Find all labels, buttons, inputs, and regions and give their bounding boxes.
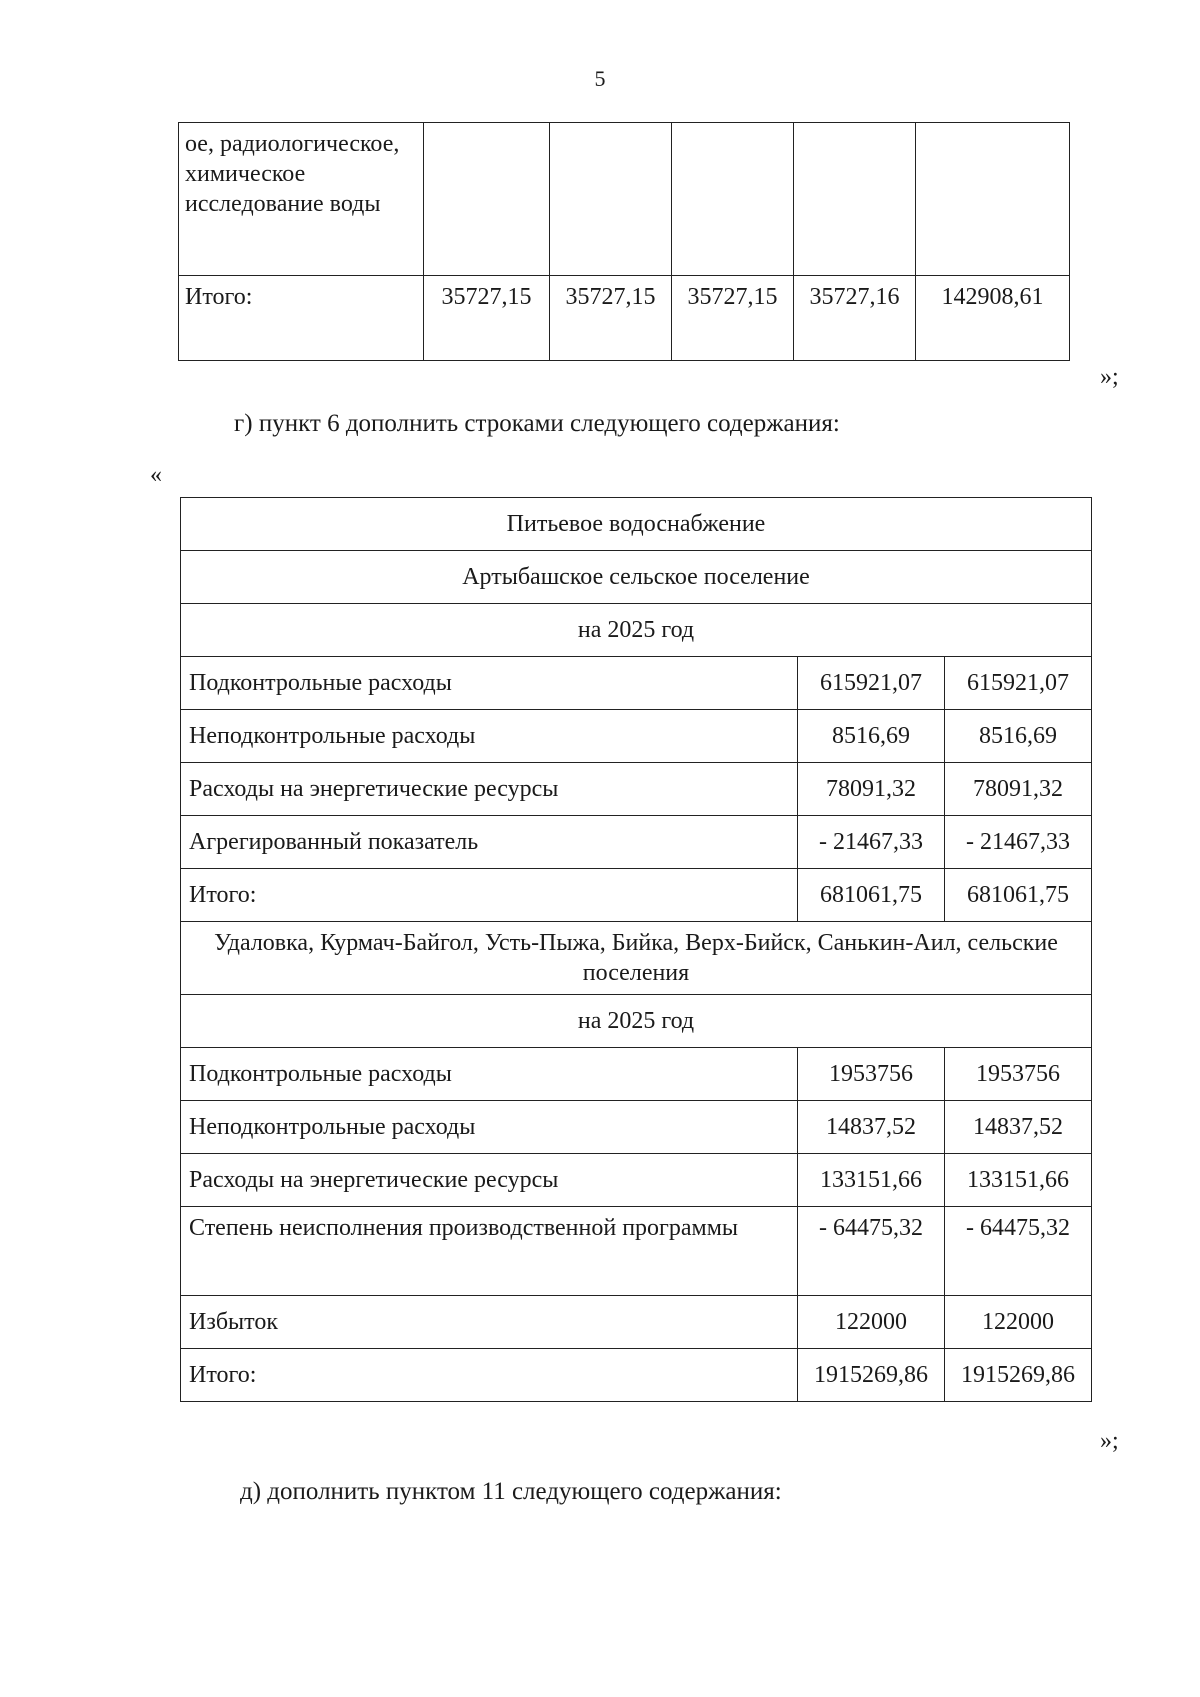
table-row: [181, 498, 1092, 551]
row-value: 14837,52: [945, 1101, 1092, 1154]
row-value: - 64475,32: [798, 1207, 945, 1296]
table-row: [181, 995, 1092, 1048]
row-value: - 21467,33: [798, 816, 945, 869]
table-row: [181, 710, 1092, 763]
row-label: Итого:: [181, 869, 798, 922]
row-value: 122000: [798, 1296, 945, 1349]
row-value: 1953756: [798, 1048, 945, 1101]
description-cell: ое, радиологическое, химическое исследование воды: [179, 123, 424, 276]
water-supply-table: [180, 497, 1092, 1402]
row-label: Агрегированный показатель: [181, 816, 798, 869]
row-label: Неподконтрольные расходы: [181, 1101, 798, 1154]
table-row: [181, 1154, 1092, 1207]
table-title: Питьевое водоснабжение: [181, 498, 1092, 551]
section-year: на 2025 год: [181, 604, 1092, 657]
table-row: [181, 763, 1092, 816]
table-row: [181, 922, 1092, 995]
table-row-total: [179, 276, 1070, 361]
row-label: Подконтрольные расходы: [181, 657, 798, 710]
table-row: [181, 551, 1092, 604]
row-label: Избыток: [181, 1296, 798, 1349]
closing-quote: »;: [1100, 364, 1119, 390]
row-value: 1915269,86: [798, 1349, 945, 1402]
total-value-5: 142908,61: [916, 276, 1070, 361]
row-value: 1953756: [945, 1048, 1092, 1101]
row-label: Степень неисполнения производственной программы: [181, 1207, 798, 1296]
row-value: 78091,32: [945, 763, 1092, 816]
row-value: 615921,07: [945, 657, 1092, 710]
table-row: [181, 1207, 1092, 1296]
row-label: Подконтрольные расходы: [181, 1048, 798, 1101]
row-value: - 64475,32: [945, 1207, 1092, 1296]
table-row: [181, 816, 1092, 869]
closing-quote: »;: [1100, 1428, 1119, 1454]
page-number: 5: [594, 66, 606, 91]
row-label: Расходы на энергетические ресурсы: [181, 1154, 798, 1207]
table-row: [181, 1101, 1092, 1154]
total-value-2: 35727,15: [550, 276, 672, 361]
section-year: на 2025 год: [181, 995, 1092, 1048]
row-value: 8516,69: [798, 710, 945, 763]
row-value: 1915269,86: [945, 1349, 1092, 1402]
total-value-1: 35727,15: [424, 276, 550, 361]
total-label: Итого:: [179, 276, 424, 361]
table-row: [181, 604, 1092, 657]
row-label: Расходы на энергетические ресурсы: [181, 763, 798, 816]
table-row: [181, 1296, 1092, 1349]
row-label: Итого:: [181, 1349, 798, 1402]
row-value: 133151,66: [798, 1154, 945, 1207]
table-row: [181, 657, 1092, 710]
table-row: [179, 123, 1070, 276]
row-value: 681061,75: [798, 869, 945, 922]
opening-quote: «: [150, 462, 162, 488]
row-value: - 21467,33: [945, 816, 1092, 869]
row-value: 14837,52: [798, 1101, 945, 1154]
paragraph-g: г) пункт 6 дополнить строками следующего содержания:: [234, 410, 840, 437]
table-row-total: [181, 869, 1092, 922]
paragraph-d: д) дополнить пунктом 11 следующего содержания:: [240, 1478, 782, 1505]
section-name: Артыбашское сельское поселение: [181, 551, 1092, 604]
row-value: 122000: [945, 1296, 1092, 1349]
row-value: 615921,07: [798, 657, 945, 710]
row-value: 681061,75: [945, 869, 1092, 922]
top-table: [178, 122, 1070, 361]
total-value-4: 35727,16: [794, 276, 916, 361]
table-row-total: [181, 1349, 1092, 1402]
table-row: [181, 1048, 1092, 1101]
row-value: 78091,32: [798, 763, 945, 816]
row-value: 133151,66: [945, 1154, 1092, 1207]
section-name: Удаловка, Курмач-Байгол, Усть-Пыжа, Бийка, Верх-Бийск, Санькин-Аил, сельские поселения: [181, 922, 1092, 995]
total-value-3: 35727,15: [672, 276, 794, 361]
row-label: Неподконтрольные расходы: [181, 710, 798, 763]
row-value: 8516,69: [945, 710, 1092, 763]
